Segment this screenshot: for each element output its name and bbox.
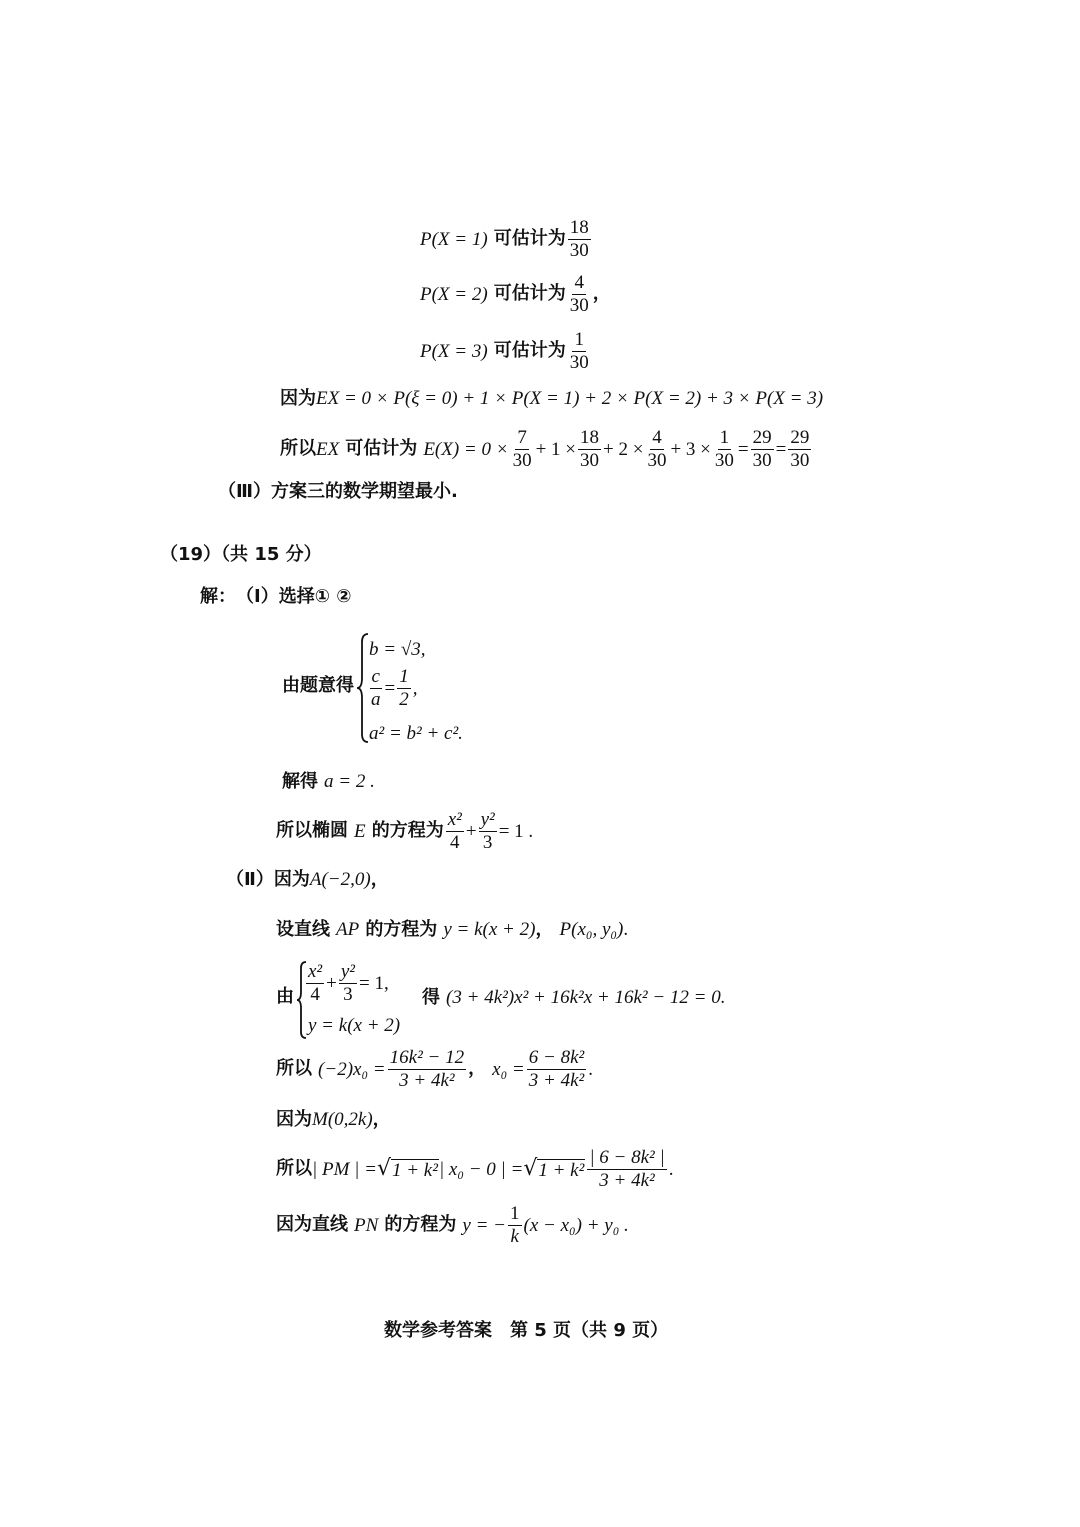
pn-line: 因为直线 PN 的方程为 y = − $\frac{1}{k}$ (x − x₀) + y₀ . <box>276 1203 629 1247</box>
solution-part1-choice: （Ⅰ）选择① ② <box>236 586 352 607</box>
ex-definition-expr: EX = 0 × P(ξ = 0) + 1 × P(X = 1) + 2 × P(X = 2) + 3 × P(X = 3) <box>316 388 824 409</box>
solution-part1-line <box>200 588 351 606</box>
point-m: M(0,2k) <box>312 1109 373 1130</box>
m-point-line: 因为 M(0,2k) ， <box>276 1108 391 1130</box>
solution-label: 解： <box>200 586 236 607</box>
sqrt-1: √ 1 + k² <box>376 1156 438 1182</box>
frac-7-30: $\frac{7}{30}$ <box>512 427 532 471</box>
system1-prefix: 由题意得 <box>282 675 354 696</box>
prob-x3-fraction: $\frac{1}{30}$ <box>569 329 589 373</box>
prob-x2-line: P(X = 2) 可估计为 $\frac{4}{30}$ ， <box>420 272 611 316</box>
system1-row2: $\frac{c}{a}$ = $\frac{1}{2}$ , <box>371 666 418 710</box>
pm-line: 所以 | PM | = √ 1 + k² | x₀ − 0 | = √ 1 + k² $\frac{\text{| 6 − 8k² |}}{\text{3 + 4k²}}$ . <box>276 1147 674 1191</box>
system2-prefix: 由 <box>276 986 294 1007</box>
prob-x3-line <box>420 330 593 373</box>
sqrt-2: √ 1 + k² <box>523 1156 585 1182</box>
point-a: A(−2,0) <box>309 869 371 890</box>
ellipse-equation-line: 所以椭圆 E 的方程为 $\frac{\text{x²}}{4}$ + $\frac{\text{y²}}{3}$ = 1 . <box>276 809 534 853</box>
page-footer: 数学参考答案 第 5 页（共 9 页） <box>384 1320 669 1341</box>
system1-brace <box>356 632 370 744</box>
est-label: 可估计为 <box>493 283 566 305</box>
system2-row2: y = k(x + 2) <box>308 1015 401 1036</box>
frac-1-30: $\frac{1}{30}$ <box>714 427 734 471</box>
question-19-header: （19）（共 15 分） <box>160 544 322 565</box>
system1-row3: a² = b² + c². <box>369 723 463 744</box>
solve-a-expr: a = 2 . <box>324 771 375 792</box>
ex-estimate-line: 所以 EX 可估计为 E(X) = 0 × $\frac{7}{30}$ + 1 × $\frac{18}{30}$ + 2 × $\frac{4}{30}$ + 3 × $\frac{1}{30}$ = $\frac{29}{30}$ = $\frac{29}{30}$ <box>280 427 810 471</box>
est-label: 可估计为 <box>493 228 566 250</box>
ex-definition-line: 因为 EX = 0 × P(ξ = 0) + 1 × P(X = 1) + 2 × P(X = 2) + 3 × P(X = 3) <box>280 387 824 409</box>
est-label: 可估计为 <box>493 340 566 362</box>
prob-x2-fraction: $\frac{4}{30}$ <box>569 272 589 316</box>
frac-29-30-a: $\frac{29}{30}$ <box>752 427 772 471</box>
system2-row1: $\frac{\text{x²}}{4}$ + $\frac{\text{y²}}{3}$ = 1, <box>308 961 389 1005</box>
frac-18-30: $\frac{18}{30}$ <box>580 427 600 471</box>
x0-line: 所以 (−2)x₀ = $\frac{\text{16k² − 12}}{\text{3 + 4k²}}$ ， x₀ = $\frac{\text{6 − 8k²}}{\text{3 + 4k²}}$ . <box>276 1047 593 1091</box>
system2-result: 得 (3 + 4k²)x² + 16k²x + 16k² − 12 = 0. <box>422 986 726 1008</box>
prob-x1-fraction: $\frac{18}{30}$ <box>569 217 589 261</box>
solve-a-line: 解得 a = 2 . <box>282 770 375 792</box>
frac-4-30: $\frac{4}{30}$ <box>647 427 667 471</box>
prob-x1-line <box>420 218 593 261</box>
line-ap-line: 设直线 AP 的方程为 y = k(x + 2) ， P(x₀, y₀) . <box>276 918 629 940</box>
part3-conclusion: （Ⅲ）方案三的数学期望最小. <box>218 481 458 502</box>
frac-29-30-b: $\frac{29}{30}$ <box>790 427 810 471</box>
system1-row1: b = √3, <box>369 639 426 660</box>
prob-x3-lhs: P(X = 3) <box>420 340 488 362</box>
prob-x2-lhs: P(X = 2) <box>420 283 488 305</box>
prob-x1-lhs: P(X = 1) <box>420 228 488 250</box>
part2-line: （Ⅱ）因为 A(−2,0) ， <box>226 868 389 890</box>
